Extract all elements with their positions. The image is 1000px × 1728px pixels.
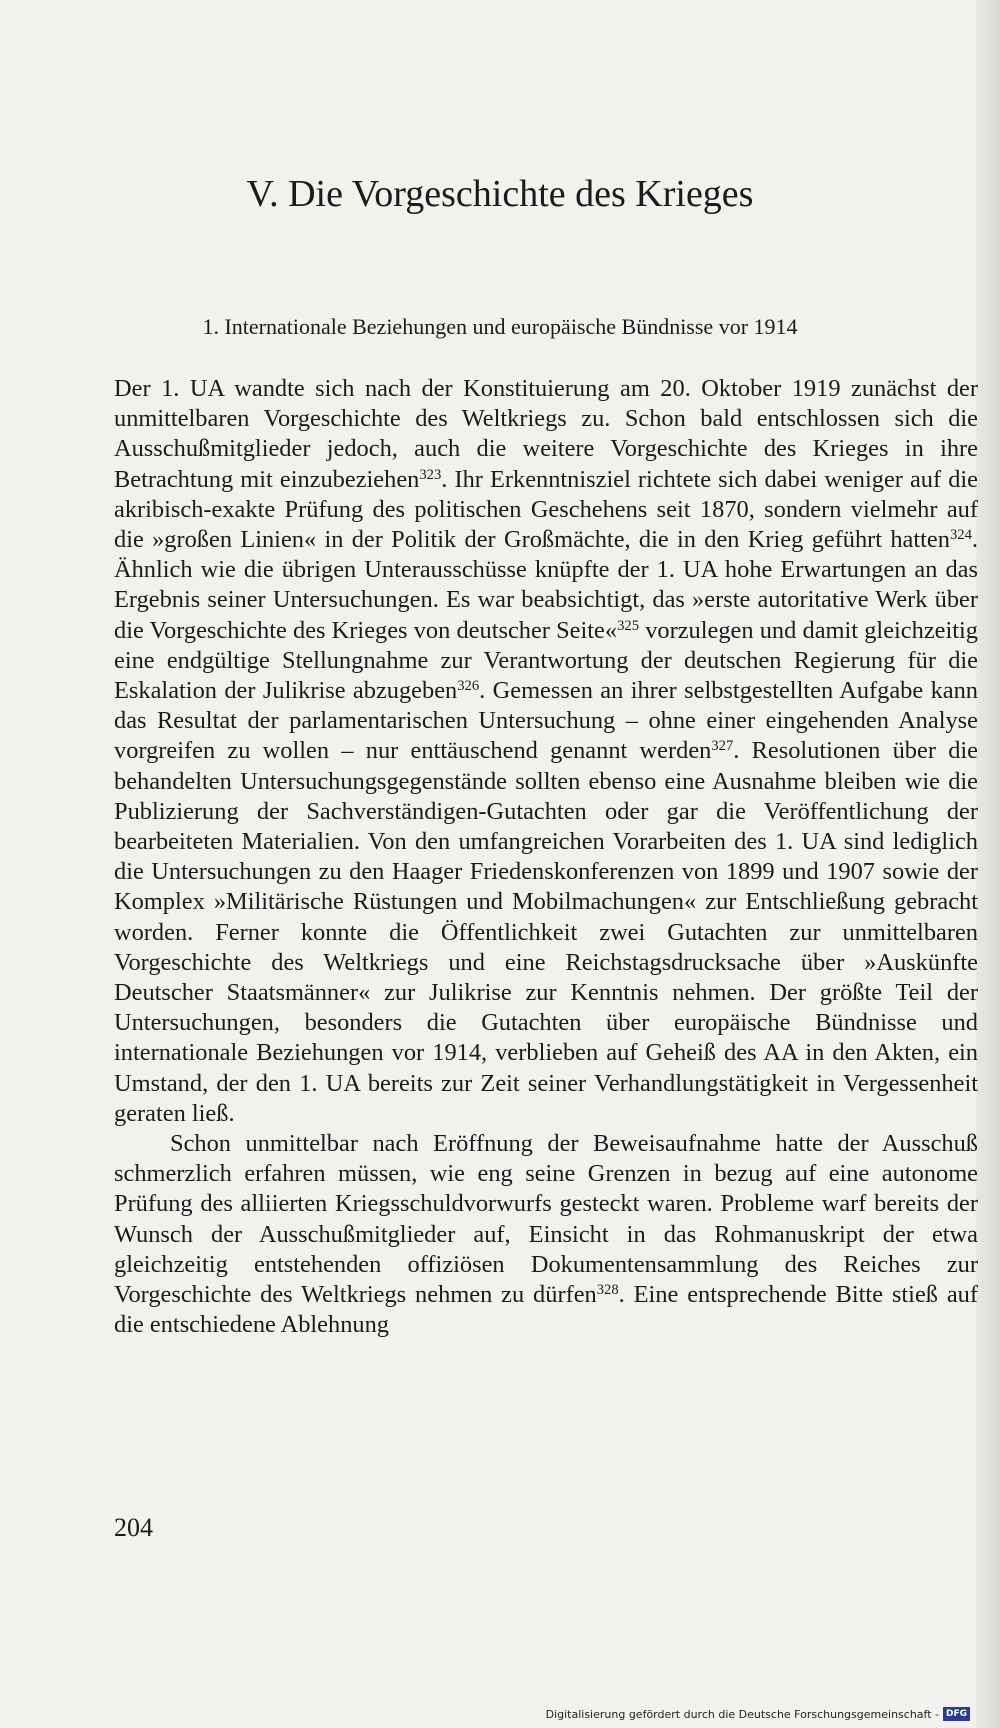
- text-run: . Resolutionen über die behandelten Untersuchungsgegenstände sollten ebenso eine Ausnahme bleiben wie die Publizierung der Sachverständigen-Gutachten oder gar die Veröffentlichung der bearbeiteten Materialien. Von den umfangreichen Vorarbeiten des 1. UA sind lediglich die Untersuchungen zu den Haager Friedenskonferenzen von 1899 und 1907 sowie der Komplex »Militärische Rüstungen und Mobilmachungen« zur Entschließung gebracht worden. Ferner konnte die Öffentlichkeit zwei Gutachten zur unmittelbaren Vorgeschichte des Weltkriegs und eine Reichstagsdrucksache über »Auskünfte Deutscher Staatsmänner« zur Julikrise zur Kenntnis nehmen. Der größte Teil der Untersuchungen, besonders die Gutachten über europäische Bündnisse und internationale Beziehungen vor 1914, verblieben auf Geheiß des AA in den Akten, ein Umstand, der den 1. UA bereits zur Zeit seiner Verhandlungstätigkeit in Vergessenheit geraten ließ.: [114, 737, 978, 1127]
- page-number: 204: [114, 1513, 153, 1542]
- paragraph: [114, 374, 978, 1129]
- footnote-ref: 326: [457, 677, 480, 694]
- text-run: . Ihr Erkenntnisziel richtete sich dabei weniger auf die akribisch-exakte Prüfung des politischen Geschehens seit 1870, sondern vielmehr auf die »großen Linien« in der Politik der Großmächte, die in den Krieg geführt hatten: [114, 465, 978, 554]
- text-run: . Gemessen an ihrer selbstgestellten Aufgabe kann das Resultat der parlamentarischen Untersuchung – ohne einer eingehenden Analyse vorgreifen zu wollen – nur enttäuschend genannt werden: [114, 677, 978, 765]
- text-run: Schon unmittelbar nach Eröffnung der Beweisaufnahme hatte der Ausschuß schmerzlich erfahren müssen, wie eng seine Grenzen in bezug auf eine autonome Prüfung des alliierten Kriegsschuldvorwurfs gesteckt waren. Probleme warf bereits der Wunsch der Ausschußmitglieder auf, Einsicht in das Rohmanuskript der etwa gleichzeitig entstehenden offiziösen Dokumentensammlung des Reiches zur Vorgeschichte des Weltkriegs nehmen zu dürfen: [114, 1130, 978, 1309]
- text-run: . Ähnlich wie die übrigen Unterausschüsse knüpfte der 1. UA hohe Erwartungen an das Ergebnis seiner Untersuchungen. Es war beabsichtigt, das »erste autoritative Werk über die Vorgeschichte des Krieges von deutscher Seite«: [114, 526, 978, 644]
- body-text: [114, 374, 978, 1341]
- footnote-ref: 325: [617, 617, 640, 634]
- digitization-footer: [546, 1706, 970, 1722]
- footnote-ref: 324: [949, 526, 972, 543]
- section-title: 1. Internationale Beziehungen und europäische Bündnisse vor 1914: [202, 314, 798, 339]
- paragraph: [114, 1129, 978, 1340]
- text-run: Der 1. UA wandte sich nach der Konstituierung am 20. Oktober 1919 zunächst der unmittelbaren Vorgeschichte des Weltkriegs zu. Schon bald entschlossen sich die Ausschußmitglieder jedoch, auch die weitere Vorgeschichte des Krieges in ihre Betrachtung mit einzubeziehen: [114, 375, 978, 493]
- footer-text: Digitalisierung gefördert durch die Deutsche Forschungsgemeinschaft -: [545, 1707, 939, 1721]
- dfg-logo-icon: DFG: [943, 1707, 970, 1721]
- text-run: vorzulegen und damit gleichzeitig eine endgültige Stellungnahme zur Verantwortung der deutschen Regierung für die Eskalation der Julikrise abzugeben: [114, 616, 979, 705]
- footnote-ref: 323: [419, 466, 442, 483]
- chapter-title: V. Die Vorgeschichte des Krieges: [246, 173, 754, 215]
- footnote-ref: 327: [711, 738, 734, 755]
- page-edge-shadow: [976, 0, 1000, 1728]
- text-run: . Eine entsprechende Bitte stieß auf die entschiedene Ablehnung: [114, 1281, 978, 1339]
- footnote-ref: 328: [596, 1282, 619, 1299]
